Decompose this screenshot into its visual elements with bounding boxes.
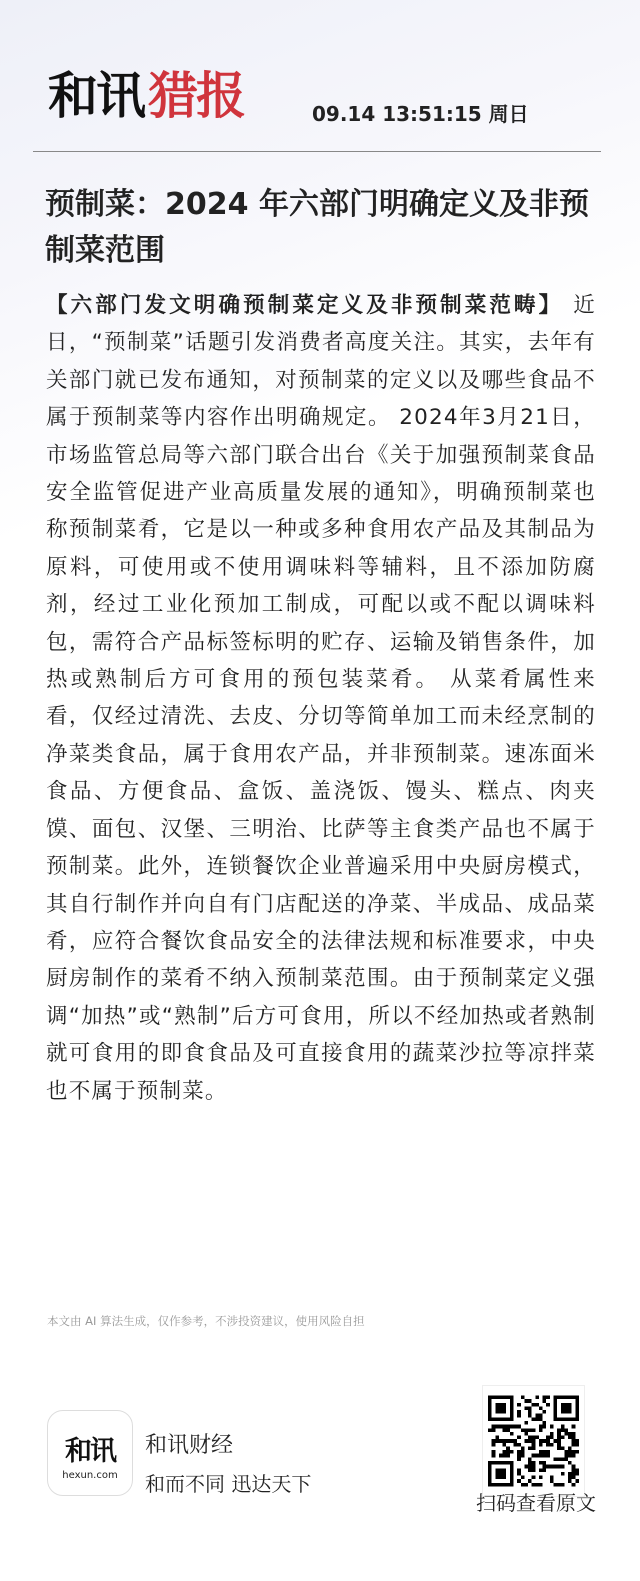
app-icon-domain: hexun.com (62, 1470, 118, 1481)
hexun-liebao-logo (48, 66, 244, 126)
ai-disclaimer: 本文由 AI 算法生成，仅作参考，不涉投资建议，使用风险自担 (47, 1314, 365, 1328)
logo-liebao: 猎报 (148, 67, 244, 125)
qr-code[interactable] (482, 1385, 585, 1497)
qr-label: 扫码查看原文 (476, 1491, 596, 1515)
app-icon-mark: 和讯 (65, 1436, 115, 1467)
qr-code-image (488, 1391, 579, 1491)
brand-name: 和讯财经 (145, 1433, 234, 1458)
article-text: 近日，“预制菜”话题引发消费者高度关注。其实，去年有关部门就已发布通知，对预制菜的定义以及哪些食品不属于预制菜等内容作出明确规定。 2024年3月21日，市场监管总局等六部门联合出台《关于加强预制菜食品安全监管促进产业高质量发展的通知》，明确预制菜也称预制菜肴，它是以一种或多种食用农产品及其制品为原料，可使用或不使用调味料等辅料，且不添加防腐剂，经过工业化预加工制成，可配以或不配以调味料包，需符合产品标签标明的贮存、运输及销售条件，加热或熟制后方可食用的预包装菜肴。 从菜肴属性来看，仅经过清洗、去皮、分切等简单加工而未经烹制的净菜类食品，属于食用农产品，并非预制菜。速冻面米食品、方便食品、盒饭、盖浇饭、馒头、糕点、肉夹馍、面包、汉堡、三明治、比萨等主食类产品也不属于预制菜。此外，连锁餐饮企业普遍采用中央厨房模式，其自行制作并向自有门店配送的净菜、半成品、成品菜肴，应符合餐饮食品安全的法律法规和标准要求，中央厨房制作的菜肴不纳入预制菜范围。由于预制菜定义强调“加热”或“熟制”后方可食用，所以不经加热或者熟制就可食用的即食食品及可直接食用的蔬菜沙拉等凉拌菜也不属于预制菜。 (46, 293, 596, 1104)
brand-slogan: 和而不同 迅达天下 (145, 1472, 312, 1496)
divider (33, 151, 601, 152)
datetime: 09.14 13:51:15 周日 (312, 102, 529, 126)
article-title: 预制菜：2024 年六部门明确定义及非预制菜范围 (45, 187, 589, 268)
hexun-app-icon (47, 1410, 133, 1496)
logo-hexun: 和讯 (48, 67, 144, 125)
article-lead: 【六部门发文明确预制菜定义及非预制菜范畴】 (46, 293, 564, 318)
article-body (46, 287, 596, 1110)
